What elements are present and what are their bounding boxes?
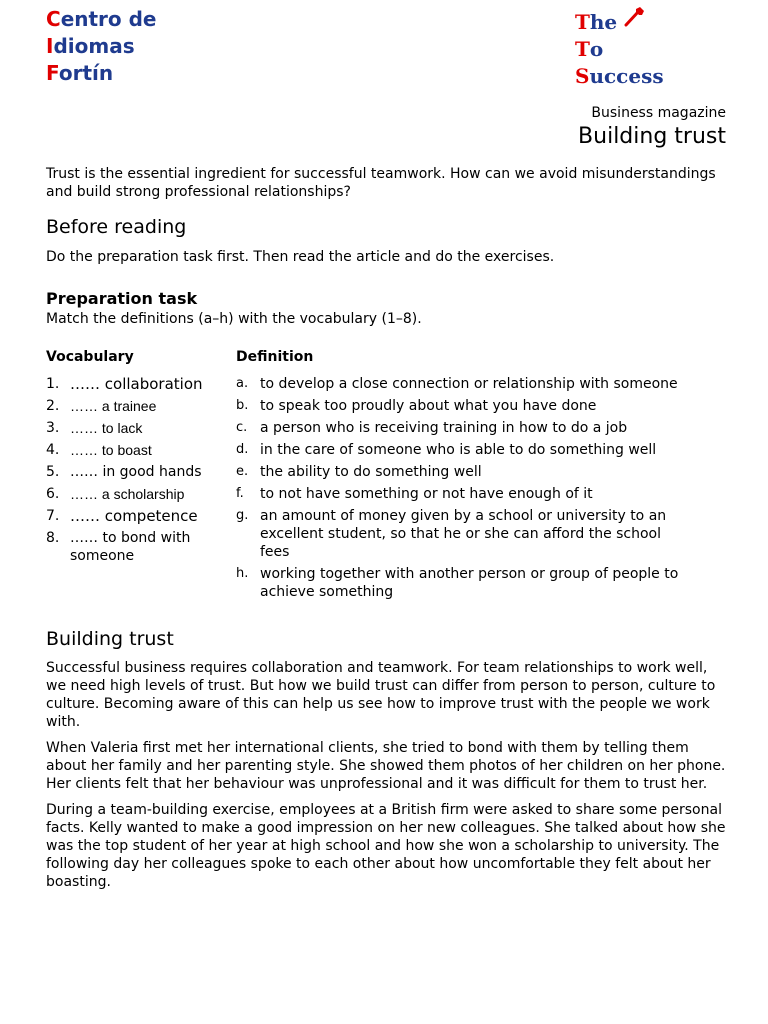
definition-item: f. to not have something or not have enough of it [236,486,593,502]
definition-item: g. an amount of money given by a school or university to an excellent student, so that he or she can afford the school fees [236,508,667,560]
before-reading-instruction: Do the preparation task first. Then read the article and do the exercises. [46,249,555,265]
wrench-icon [623,6,645,35]
definition-item: c. a person who is receiving training in how to do a job [236,420,628,436]
page-title: Building trust [578,124,726,149]
preparation-task-description: Match the definitions (a–h) with the vocabulary (1–8). [46,311,422,327]
logo-left-line-2: Idiomas [46,34,135,58]
vocab-item: 2. …… a trainee [46,398,157,414]
vocab-item: 4. …… to boast [46,442,152,458]
vocab-item: 1. …… collaboration [46,375,203,393]
vocabulary-column-header: Vocabulary [46,349,134,365]
definition-item: b. to speak too proudly about what you have done [236,398,597,414]
logo-the-to-success [575,9,664,90]
definition-column-header: Definition [236,349,314,365]
definition-item: h. working together with another person or group of people to achieve something [236,566,679,600]
definition-item: d. in the care of someone who is able to do something well [236,442,657,458]
logo-right-line-3: S uccess [575,64,664,88]
vocab-item: 3. …… to lack [46,420,143,436]
definition-item: e. the ability to do something well [236,464,482,480]
article-heading: Building trust [46,628,174,650]
logo-centro-de-idiomas [46,6,157,87]
vocab-item: 8. …… to bond with someone [46,530,191,564]
logo-right-line-1: T he [575,9,664,36]
before-reading-heading: Before reading [46,216,187,238]
definition-item: a. to develop a close connection or relationship with someone [236,376,678,392]
definition-list [236,375,706,601]
vocab-item: 7. …… competence [46,507,198,525]
intro-paragraph: Trust is the essential ingredient for successful teamwork. How can we avoid misunderstandings and build strong professional relationships? [46,166,716,200]
magazine-label: Business magazine [591,105,726,121]
vocab-item: 5. …… in good hands [46,464,202,480]
logo-right-line-2: T o [575,37,604,61]
preparation-task-heading: Preparation task [46,289,198,308]
vocabulary-list [46,375,216,565]
article-paragraph: When Valeria first met her international clients, she tried to bond with them by telling them about her family and her parenting style. She showed them photos of her children on her phone. Her clients felt that her behaviour was unprofessional and it was difficult for them to trust her. [46,740,726,792]
article-paragraph: During a team-building exercise, employees at a British firm were asked to share some personal facts. Kelly wanted to make a good impression on her new colleagues. She talked about how she was the top student of her year at high school and how she won a scholarship to university. The following day her colleagues spoke to each other about how uncomfortable they felt about her boasting. [46,802,726,890]
logo-left-line-1: Centro de [46,7,157,31]
logo-left-line-3: Fortín [46,61,114,85]
article-paragraph: Successful business requires collaboration and teamwork. For team relationships to work well, we need high levels of trust. But how we build trust can differ from person to person, culture to culture. Becoming aware of this can help us see how to improve trust with the people we work with. [46,660,716,730]
article-body [46,659,726,899]
vocab-item: 6. …… a scholarship [46,486,185,502]
